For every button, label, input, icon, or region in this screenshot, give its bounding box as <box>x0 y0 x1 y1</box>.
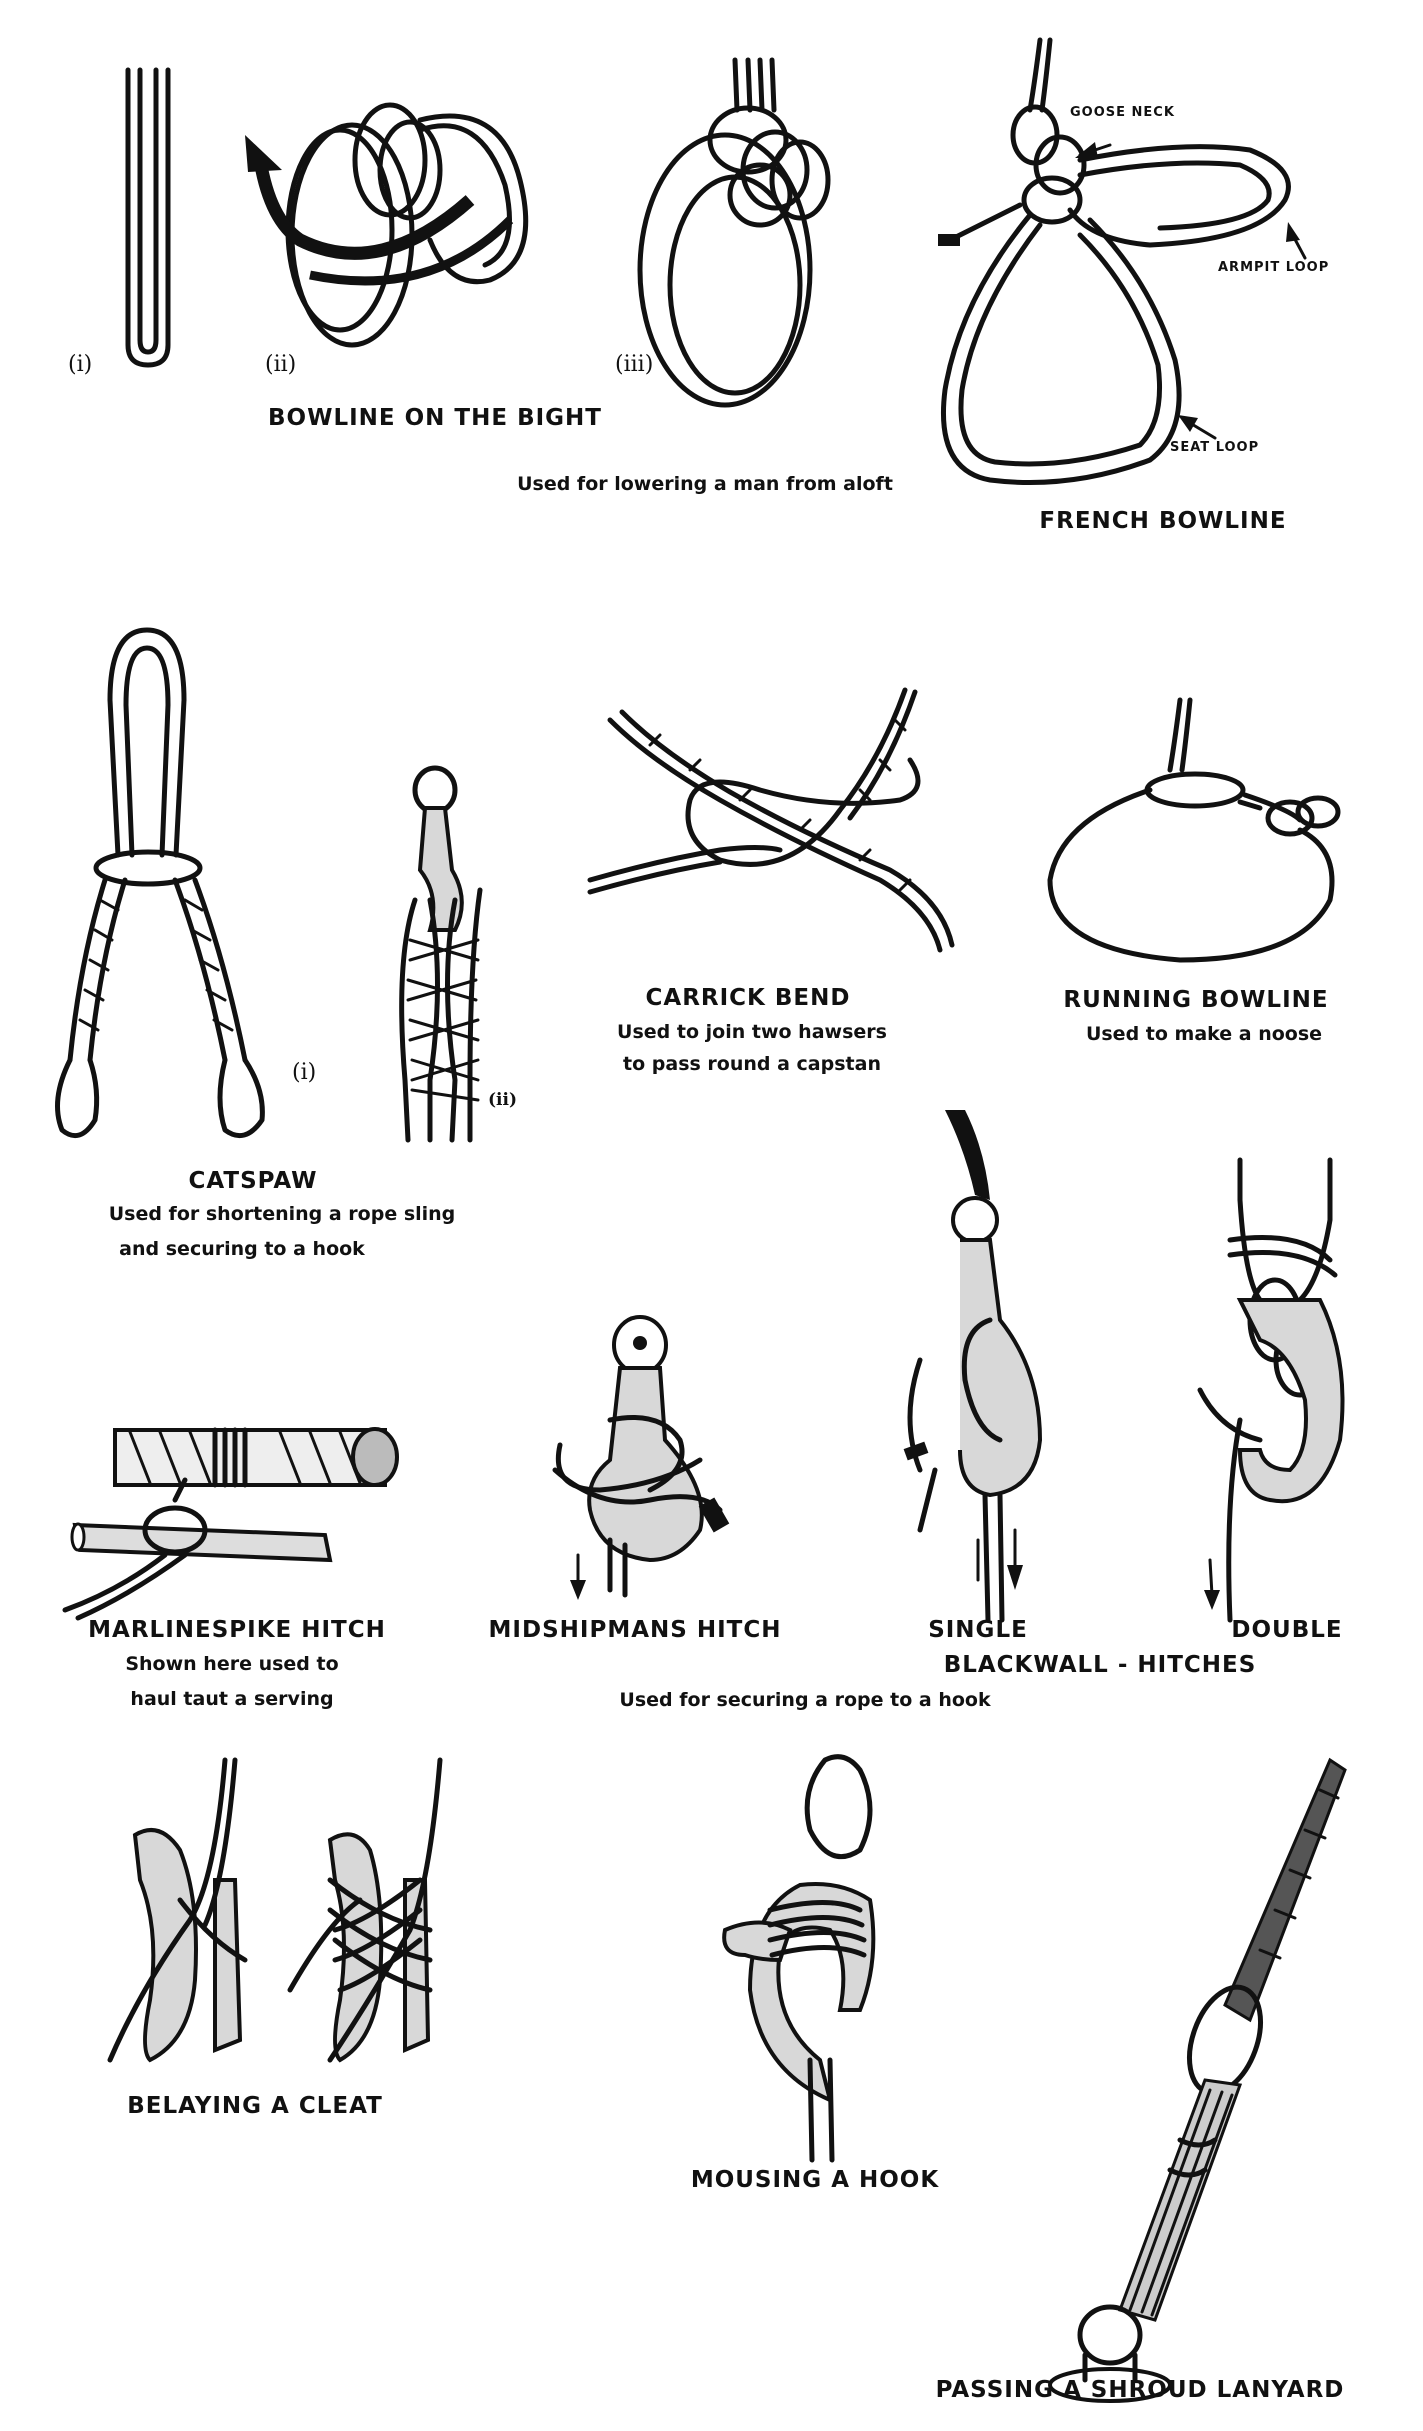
bowline-bight-step1-drawing <box>128 70 168 365</box>
marlinespike-caption-line2: haul taut a serving <box>130 1688 334 1710</box>
marlinespike-caption-line1: Shown here used to <box>125 1653 339 1675</box>
catspaw-title: CATSPAW <box>188 1168 318 1194</box>
french-bowline-title: FRENCH BOWLINE <box>1039 508 1287 534</box>
running-bowline-caption: Used to make a noose <box>1085 1023 1323 1045</box>
blackwall-hitches-caption: Used for securing a rope to a hook <box>619 1689 991 1711</box>
running-bowline-drawing <box>1050 700 1338 960</box>
goose-neck-label: GOOSE NECK <box>1070 105 1175 120</box>
catspaw-caption-line2: and securing to a hook <box>119 1238 365 1260</box>
midshipmans-hitch-title: MIDSHIPMANS HITCH <box>488 1617 782 1643</box>
blackwall-hitches-title: BLACKWALL - HITCHES <box>943 1652 1257 1678</box>
catspaw-step1-drawing <box>58 630 263 1136</box>
blackwall-double-label: DOUBLE <box>1231 1617 1343 1643</box>
marlinespike-hitch-title: MARLINESPIKE HITCH <box>88 1617 386 1643</box>
carrick-bend-title: CARRICK BEND <box>645 985 851 1011</box>
shroud-lanyard-drawing <box>1050 1760 1345 2401</box>
running-bowline-title: RUNNING BOWLINE <box>1063 987 1329 1013</box>
catspaw-step2-label: (ii) <box>488 1090 518 1110</box>
bowline-bight-step2-drawing <box>245 105 526 345</box>
bowline-bight-title: BOWLINE ON THE BIGHT <box>267 405 603 431</box>
blackwall-single-label: SINGLE <box>928 1617 1028 1643</box>
bowline-bight-caption: Used for lowering a man from aloft <box>517 473 893 495</box>
bowline-bight-step3-label: (iii) <box>615 352 654 377</box>
blackwall-double-drawing <box>1200 1160 1343 1620</box>
marlinespike-hitch-drawing <box>65 1429 397 1618</box>
carrick-bend-caption-line2: to pass round a capstan <box>623 1053 881 1075</box>
carrick-bend-caption-line1: Used to join two hawsers <box>617 1021 887 1043</box>
carrick-bend-drawing <box>590 690 952 950</box>
belaying-cleat-drawing <box>110 1760 440 2060</box>
bowline-bight-step1-label: (i) <box>68 352 93 377</box>
catspaw-caption-line1: Used for shortening a rope sling <box>108 1203 456 1225</box>
bowline-bight-step3-drawing <box>640 60 828 405</box>
catspaw-step1-label: (i) <box>292 1060 317 1085</box>
mousing-hook-title: MOUSING A HOOK <box>690 2167 940 2193</box>
belaying-cleat-title: BELAYING A CLEAT <box>127 2093 383 2119</box>
blackwall-single-drawing <box>904 1110 1040 1620</box>
armpit-loop-label: ARMPIT LOOP <box>1218 260 1330 275</box>
mousing-hook-drawing <box>724 1757 873 2160</box>
seat-loop-label: SEAT LOOP <box>1170 440 1260 455</box>
catspaw-step2-drawing <box>402 768 480 1140</box>
midshipmans-hitch-drawing <box>555 1317 729 1600</box>
shroud-lanyard-title: PASSING A SHROUD LANYARD <box>935 2377 1345 2403</box>
bowline-bight-step2-label: (ii) <box>265 352 297 377</box>
